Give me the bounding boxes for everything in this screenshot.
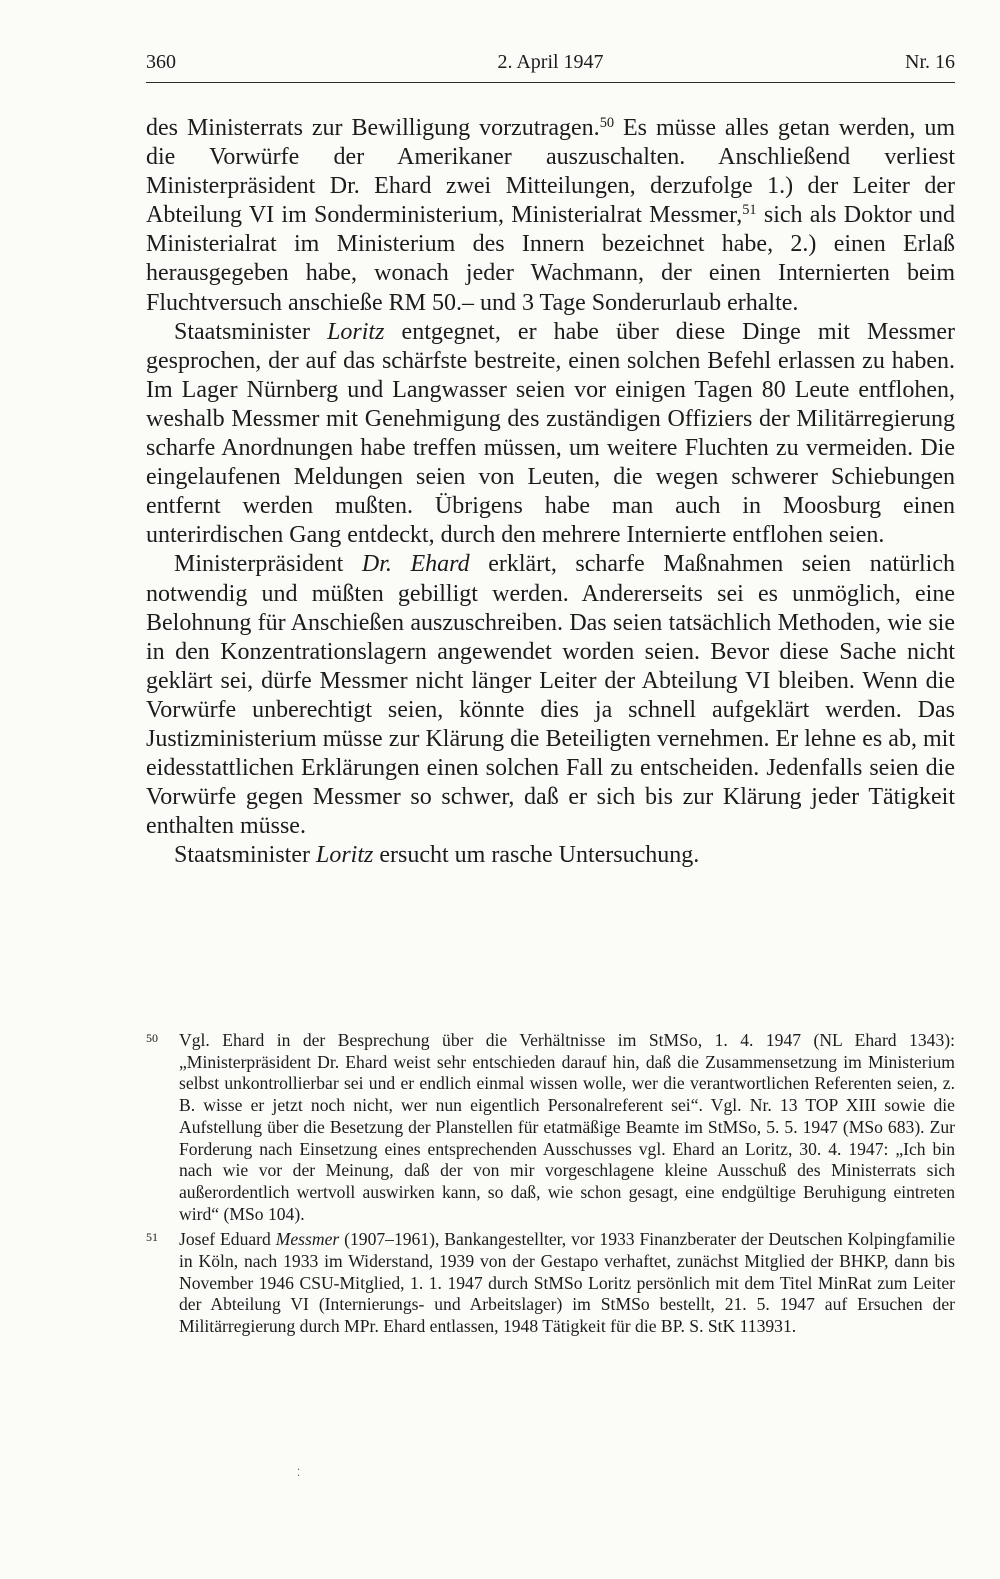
paragraph-text: entgegnet, er habe über diese Dinge mit Messmer gesprochen, der auf das schärfste bestreite, einen solchen Befehl erlassen zu haben. Im Lager Nürnberg und Langwasser seien vor einigen Tagen 80 Leute entflohen, weshalb Messmer mit Genehmigung des zuständigen Offiziers der Militärregierung scharfe Anordnungen habe treffen müssen, um weitere Fluchten zu vermeiden. Die eingelaufenen Meldungen seien von Leuten, die wegen schwerer Schiebungen entfernt werden mußten. Übrigens habe man auch in Moosburg einen unterirdischen Gang entdeckt, durch den mehrere Internierte entflohen seien. — [146, 318, 956, 549]
paragraph-text: Ministerpräsident — [174, 551, 362, 578]
footnote-ref: 51 — [742, 202, 757, 219]
scan-speck: ⁚ — [297, 1468, 301, 1479]
footnote-ref: 50 — [599, 115, 615, 132]
footnotes — [146, 1030, 955, 1342]
footnote-number: 50 — [146, 1031, 158, 1045]
running-header — [146, 50, 955, 80]
paragraph — [146, 318, 955, 551]
paragraph-text: des Ministerrats zur Bewilligung vorzutragen. — [146, 115, 600, 141]
body-text — [146, 114, 955, 870]
header-rule — [146, 82, 955, 83]
paragraph-text: erklärt, scharfe Maßnahmen seien natürlich notwendig und müßten gebilligt werden. Andererseits sei es unmöglich, eine Belohnung für Anschießen auszuschreiben. Das seien tatsächlich Methoden, wie sie in den Konzentrationslagern angewendet worden seien. Bevor diese Sache nicht geklärt sei, dürfe Messmer nicht länger Leiter der Abteilung VI bleiben. Wenn die Vorwürfe unberechtigt seien, könnte dies ja schnell aufgeklärt werden. Das Justizministerium müsse zur Klärung die Beteiligten vernehmen. Er lehne es ab, mit eidesstattlichen Erklärungen einen solchen Fall zu entscheiden. Jedenfalls seien die Vorwürfe gegen Messmer so schwer, daß er sich bis zur Klärung jeder Tätigkeit enthalten müsse. — [146, 551, 956, 840]
speaker-name: Loritz — [327, 318, 385, 345]
speaker-name: Dr. Ehard — [361, 551, 470, 578]
header-date: 2. April 1947 — [497, 51, 604, 73]
speaker-name: Loritz — [315, 842, 374, 869]
page-number: 360 — [146, 51, 176, 73]
footnote — [146, 1229, 955, 1338]
paragraph-text: ersucht um rasche Untersuchung. — [373, 842, 700, 869]
footnote-number: 51 — [146, 1230, 158, 1245]
paragraph-text: Staatsminister — [174, 318, 328, 345]
paragraph — [146, 550, 955, 841]
paragraph — [146, 114, 955, 318]
paragraph-text: sich als Doktor und Ministerialrat im Ministerium des Innern bezeichnet habe, 2.) einen Erlaß herausgegeben habe, wonach jeder Wachmann, der einen Internierten beim Fluchtversuch anschieße RM 50.– und 3 Tage Sonderurlaub erhalte. — [146, 202, 956, 316]
person-name: Messmer — [275, 1229, 340, 1250]
paragraph-text: Staatsminister — [174, 842, 316, 869]
paragraph-text: Es müsse alles getan werden, um die Vorwürfe der Amerikaner auszuschalten. Anschließend verliest Ministerpräsident Dr. Ehard zwei Mitteilungen, derzufolge 1.) der Leiter der Abteilung VI im Sonderministerium, Ministerialrat Messmer, — [146, 115, 956, 229]
document-number: Nr. 16 — [905, 51, 955, 73]
footnote-text: Josef Eduard — [179, 1229, 276, 1250]
footnote-text: (1907–1961), Bankangestellter, vor 1933 Finanzberater der Deutschen Kolpingfamilie in Köln, nach 1933 im Widerstand, 1939 von der Gestapo verhaftet, zunächst Mitglied der BHKP, dann bis November 1946 CSU-Mitglied, 1. 1. 1947 durch StMSo Loritz persönlich mit dem Titel MinRat zum Leiter der Abteilung VI (Internierungs- und Arbeitslager) im StMSo bestellt, 21. 5. 1947 auf Ersuchen der Militärregierung durch MPr. Ehard entlassen, 1948 Tätigkeit für die BP. S. StK 113931. — [179, 1229, 956, 1337]
footnote-text: Vgl. Ehard in der Besprechung über die Verhältnisse im StMSo, 1. 4. 1947 (NL Ehard 1343): „Ministerpräsident Dr. Ehard weist sehr entschieden darauf hin, daß die Zusammensetzung im Ministerium selbst unkontrollierbar sei und er endlich einmal wissen wolle, wer die verantwortlichen Referenten seien, z. B. wisse er jetzt noch nicht, wer nun eigentlich Personalreferent sei“. Vgl. Nr. 13 TOP XIII sowie die Aufstellung über die Besetzung der Planstellen für etatmäßige Beamte im StMSo, 5. 5. 1947 (MSo 683). Zur Forderung nach Einsetzung eines entsprechenden Ausschusses vgl. Ehard an Loritz, 30. 4. 1947: „Ich bin nach wie vor der Meinung, daß der von mir vorgeschlagene kleine Ausschuß des Ministerrats sich außerordentlich wertvoll auswirken kann, so daß, wie schon gesagt, eine endgültige Beruhigung eintreten wird“ (MSo 104). — [179, 1030, 955, 1224]
paragraph — [146, 841, 955, 870]
footnote — [146, 1030, 955, 1225]
